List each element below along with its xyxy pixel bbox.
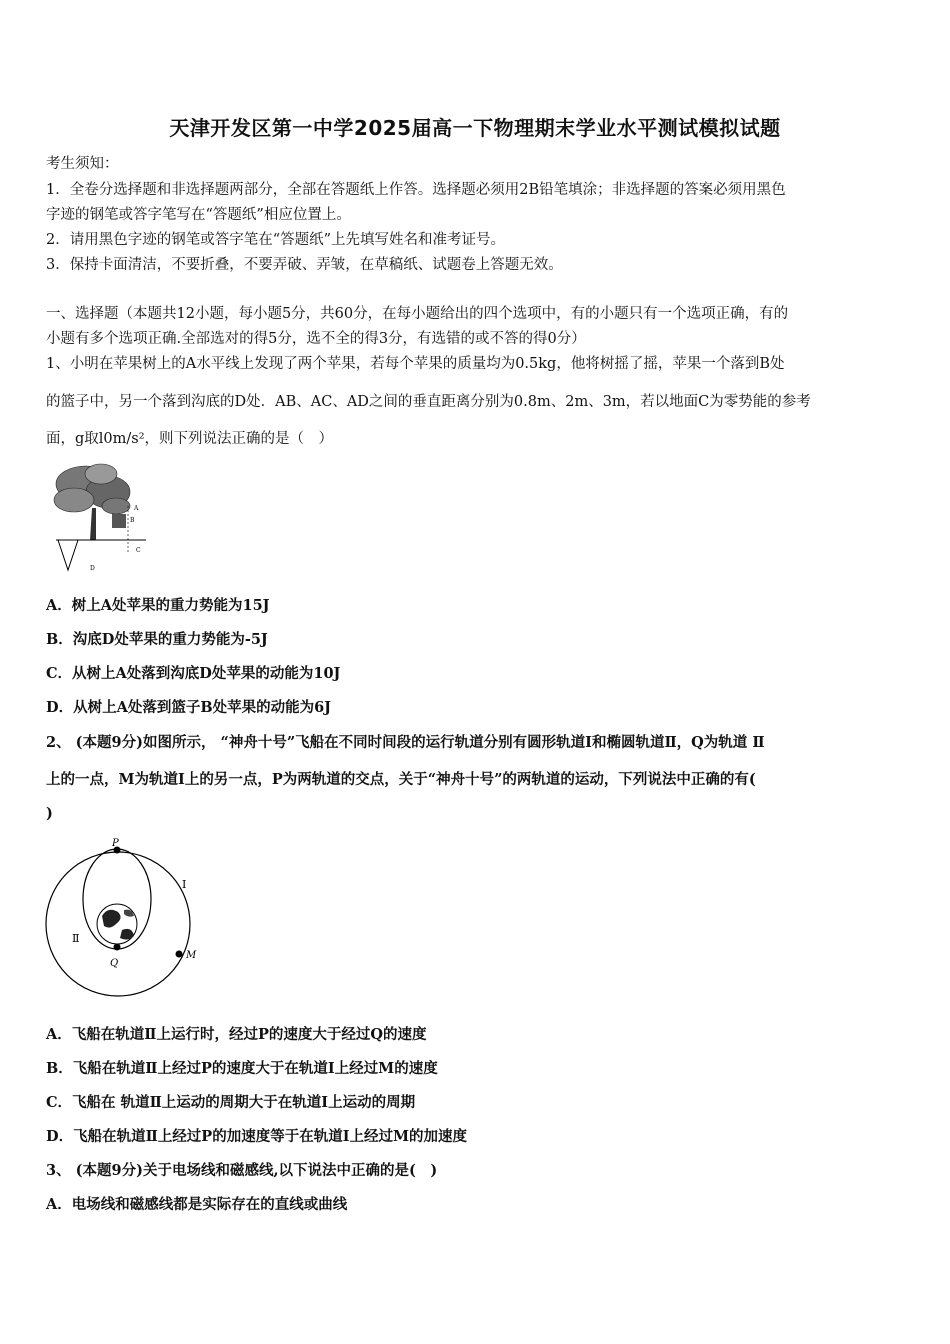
label-d: D [90, 565, 95, 572]
ditch [58, 540, 78, 570]
notice-line: 字迹的钢笔或答字笔写在“答题纸”相应位置上。 [46, 207, 351, 223]
tree-trunk [90, 508, 96, 540]
q1-option-d[interactable]: D．从树上A处落到篮子B处苹果的动能为6J [46, 699, 332, 716]
q2-option-b[interactable]: B．飞船在轨道Ⅱ上经过P的速度大于在轨道Ⅰ上经过M的速度 [46, 1060, 438, 1077]
question-2-text: 上的一点，M为轨道Ⅰ上的另一点，P为两轨道的交点，关于“神舟十号”的两轨道的运动，下列说法中正确的有( [46, 771, 756, 788]
notice-heading: 考生须知： [46, 156, 119, 172]
notice-line: 2．请用黑色字迹的钢笔或答字笔在“答题纸”上先填写姓名和准考证号。 [46, 232, 506, 248]
question-2-text: ) [46, 805, 53, 822]
label-a: A [134, 505, 139, 512]
label-p: P [112, 838, 119, 849]
point-q [114, 944, 121, 951]
apple-tree-figure [46, 462, 146, 574]
label-m: M [186, 950, 197, 961]
question-1-text: 的篮子中，另一个落到沟底的D处．AB、AC、AD之间的垂直距离分别为0.8m、2m、3m，若以地面C为零势能的参考 [46, 394, 811, 410]
question-1-text: 1、小明在苹果树上的A水平线上发现了两个苹果，若每个苹果的质量均为0.5kg，他将树摇了摇，苹果一个落到B处 [46, 356, 785, 372]
section-instructions: 一、选择题（本题共12小题，每小题5分，共60分，在每小题给出的四个选项中，有的小题只有一个选项正确，有的 [46, 306, 789, 322]
q2-option-a[interactable]: A．飞船在轨道Ⅱ上运行时，经过P的速度大于经过Q的速度 [46, 1026, 427, 1043]
tree-canopy [54, 464, 130, 514]
label-orbit-ii: Ⅱ [72, 932, 80, 945]
q1-option-a[interactable]: A．树上A处苹果的重力势能为15J [46, 597, 270, 614]
section-instructions: 小题有多个选项正确.全部选对的得5分，选不全的得3分，有选错的或不答的得0分） [46, 331, 586, 347]
notice-line: 1．全卷分选择题和非选择题两部分，全部在答题纸上作答。选择题必须用2B铅笔填涂；非选择题的答案必须用黑色 [46, 182, 786, 198]
label-orbit-i: Ⅰ [182, 878, 187, 891]
question-2-text: 2、 (本题9分)如图所示， “神舟十号”飞船在不同时间段的运行轨道分别有圆形轨道Ⅰ和椭圆轨道Ⅱ，Q为轨道 Ⅱ [46, 734, 765, 751]
orbit-figure [44, 836, 214, 1002]
q3-option-a[interactable]: A．电场线和磁感线都是实际存在的直线或曲线 [46, 1196, 348, 1213]
label-c: C [136, 547, 141, 554]
question-3-text: 3、 (本题9分)关于电场线和磁感线,以下说法中正确的是( ) [46, 1162, 438, 1179]
q1-option-c[interactable]: C．从树上A处落到沟底D处苹果的动能为10J [46, 665, 341, 682]
q2-option-d[interactable]: D．飞船在轨道Ⅱ上经过P的加速度等于在轨道Ⅰ上经过M的加速度 [46, 1128, 468, 1145]
page-title: 天津开发区第一中学2025届高一下物理期末学业水平测试模拟试题 [169, 116, 781, 140]
label-b: B [130, 517, 135, 524]
point-m [176, 951, 183, 958]
label-q: Q [110, 958, 119, 969]
earth-icon [97, 904, 137, 944]
basket [112, 514, 126, 528]
notice-line: 3．保持卡面清洁，不要折叠，不要弄破、弄皱，在草稿纸、试题卷上答题无效。 [46, 257, 563, 273]
question-1-text: 面，g取l0m/s²，则下列说法正确的是（ ） [46, 431, 334, 447]
q1-option-b[interactable]: B．沟底D处苹果的重力势能为-5J [46, 631, 268, 648]
q2-option-c[interactable]: C．飞船在 轨道Ⅱ上运动的周期大于在轨道Ⅰ上运动的周期 [46, 1094, 416, 1111]
